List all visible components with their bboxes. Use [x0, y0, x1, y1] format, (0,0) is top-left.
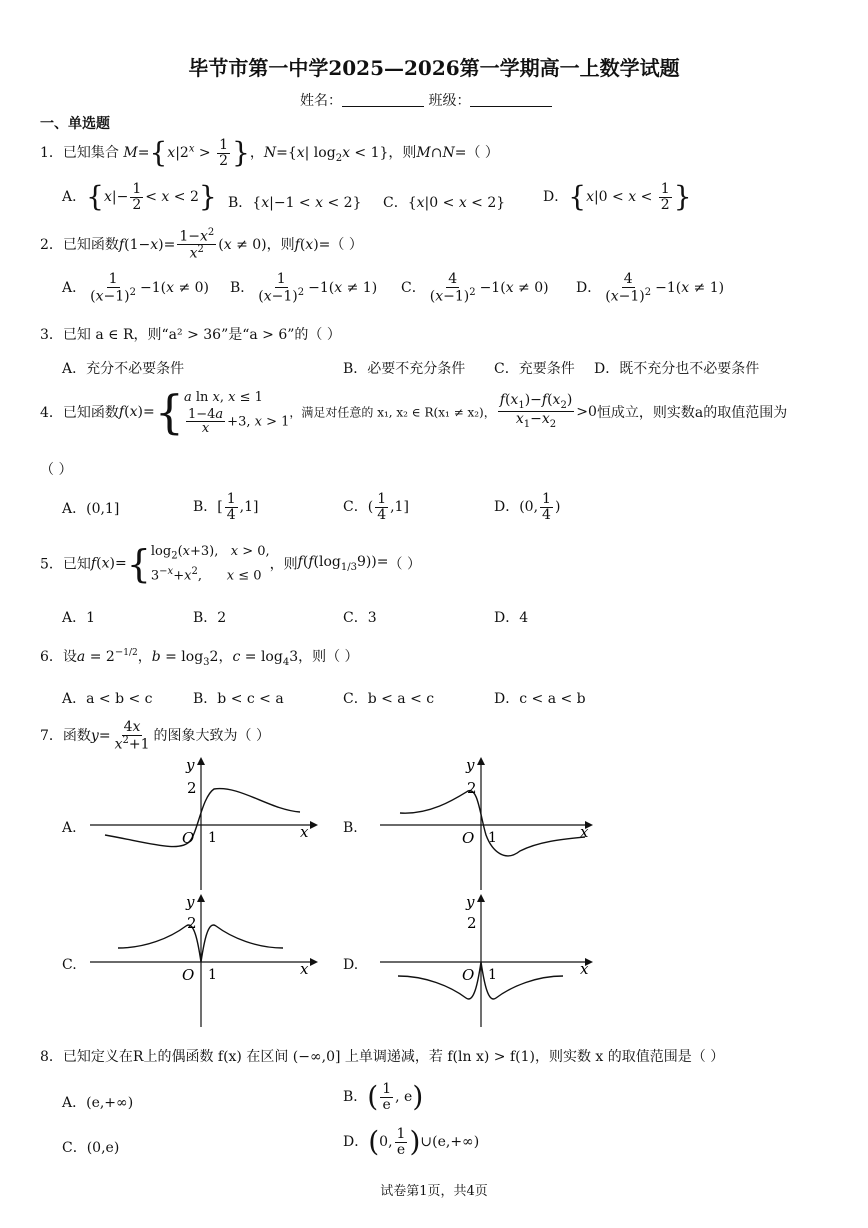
- q7-option-b-label[interactable]: B.: [343, 820, 358, 836]
- question-3: 3．已知 a ∈ R，则“a² > 36”是“a > 6”的（ ）: [40, 327, 341, 343]
- name-blank[interactable]: [342, 92, 424, 107]
- q3-option-a[interactable]: A．充分不必要条件: [62, 361, 185, 377]
- q5-option-b[interactable]: B．2: [193, 610, 227, 626]
- q7-option-c-label[interactable]: C.: [62, 957, 77, 973]
- tick-1-label: 1: [488, 830, 497, 846]
- class-blank[interactable]: [470, 92, 552, 107]
- section-heading: 一、单选题: [40, 116, 110, 132]
- q4-option-a[interactable]: A．(0,1]: [62, 501, 120, 517]
- q7-graph-a[interactable]: [90, 755, 320, 890]
- q8-option-a[interactable]: A．(e,+∞): [62, 1095, 134, 1111]
- y-axis-label: y: [186, 893, 195, 911]
- tick-2-label: 2: [467, 914, 477, 932]
- tick-2-label: 2: [467, 779, 477, 797]
- tick-1-label: 1: [208, 967, 217, 983]
- q3-option-c[interactable]: C．充要条件: [494, 361, 575, 377]
- q1-option-d[interactable]: D．{x|0 < x < $\frac{1}{2}$ }: [543, 180, 692, 214]
- question-6: 6．设$a = 2^{-1/2}$，$b = \log_32$，$c = \log_43$，则（ ）: [40, 647, 359, 668]
- y-axis-label: y: [466, 893, 475, 911]
- q1-option-c[interactable]: C．{x|0 < x < 2}: [383, 195, 506, 211]
- origin-label: O: [462, 966, 475, 984]
- y-axis-label: y: [186, 756, 195, 774]
- page-footer: 试卷第1页，共4页: [380, 1184, 488, 1199]
- question-8: 8．已知定义在R上的偶函数 f(x) 在区间 (−∞,0] 上单调递减，若 f(ln x) > f(1)，则实数 x 的取值范围是（ ）: [40, 1049, 725, 1065]
- q1-option-b[interactable]: B．{x|−1 < x < 2}: [228, 195, 362, 211]
- name-label: 姓名：: [300, 93, 342, 109]
- tick-2-label: 2: [187, 914, 197, 932]
- y-axis-label: y: [466, 756, 475, 774]
- q7-graph-c[interactable]: [90, 892, 320, 1027]
- question-4: 4．已知函数f(x)= { a ln x, x ≤ 1 $\frac{1-4a}{x}$ +3, x > 1 ，满足对任意的 x₁, x₂ ∈ R(x₁ ≠ x₂)， $\frac{f(x_1)-f(x_2)}{x_1-x_2}$ >0恒成立，则实数a的取值范围为: [40, 384, 788, 439]
- q7-option-a-label[interactable]: A.: [62, 820, 77, 836]
- x-axis-label: x: [580, 960, 589, 978]
- question-1: 1．已知集合 $M=\{x|2^x$ > $\frac{1}{2}$ }，N={x| $\log_2x < 1$}，则M∩N=（ ）: [40, 136, 499, 170]
- q6-option-b[interactable]: B．b < c < a: [193, 691, 284, 707]
- q3-option-b[interactable]: B．必要不充分条件: [343, 361, 466, 377]
- origin-label: O: [182, 829, 195, 847]
- q8-option-d[interactable]: D．(0, $\frac{1}{e}$ )∪(e,+∞): [343, 1125, 480, 1159]
- q8-option-b[interactable]: B．( $\frac{1}{e}$ , e): [343, 1080, 424, 1114]
- q5-option-c[interactable]: C．3: [343, 610, 377, 626]
- q8-option-c[interactable]: C．(0,e): [62, 1140, 120, 1156]
- q2-option-d[interactable]: D． $\frac{4}{(x-1)^2}$ −1(x ≠ 1): [576, 271, 725, 305]
- x-axis-label: x: [580, 823, 589, 841]
- class-label: 班级：: [428, 93, 471, 109]
- q6-option-c[interactable]: C．b < a < c: [343, 691, 435, 707]
- q6-option-d[interactable]: D．c < a < b: [494, 691, 586, 707]
- q4-option-c[interactable]: C．( $\frac{1}{4}$ ,1]: [343, 491, 409, 523]
- tick-1-label: 1: [208, 830, 217, 846]
- q7-graph-b[interactable]: [380, 755, 600, 890]
- question-2: 2．已知函数f(1−x)= $\frac{1-x^2}{x^2}$ (x ≠ 0)，则f(x)=（ ）: [40, 227, 363, 262]
- q2-option-b[interactable]: B． $\frac{1}{(x-1)^2}$ −1(x ≠ 1): [230, 271, 378, 305]
- q2-option-c[interactable]: C． $\frac{4}{(x-1)^2}$ −1(x ≠ 0): [401, 271, 549, 305]
- q4-paren: （ ）: [40, 462, 73, 478]
- q1-stem: 1．已知集合: [40, 145, 119, 162]
- q4-option-b[interactable]: B．[ $\frac{1}{4}$ ,1]: [193, 491, 259, 523]
- q1-option-a[interactable]: A．{x|− $\frac{1}{2}$ < x < 2}: [62, 180, 217, 214]
- x-axis-label: x: [300, 960, 309, 978]
- x-axis-label: x: [300, 823, 309, 841]
- tick-1-label: 1: [488, 967, 497, 983]
- question-7: 7．函数y= $\frac{4x}{x^2+1}$ 的图象大致为（ ）: [40, 719, 270, 753]
- page-title: 毕节市第一中学2025—2026第一学期高一上数学试题: [188, 56, 680, 80]
- q3-option-d[interactable]: D．既不充分也不必要条件: [594, 361, 760, 377]
- q7-graph-d[interactable]: [380, 892, 600, 1027]
- tick-2-label: 2: [187, 779, 197, 797]
- q6-option-a[interactable]: A．a < b < c: [62, 691, 153, 707]
- q2-option-a[interactable]: A． $\frac{1}{(x-1)^2}$ −1(x ≠ 0): [62, 271, 209, 305]
- origin-label: O: [462, 829, 475, 847]
- origin-label: O: [182, 966, 195, 984]
- q4-option-d[interactable]: D．(0, $\frac{1}{4}$ ): [494, 491, 561, 523]
- q5-option-a[interactable]: A．1: [62, 610, 96, 626]
- q5-option-d[interactable]: D．4: [494, 610, 529, 626]
- question-5: 5．已知f(x)= { $\log_2(x+3)$, x > 0, $3^{-x}+x^2$, x ≤ 0 ，则$f(f(\log_{1/3}9))=$（ ）: [40, 541, 421, 586]
- q7-option-d-label[interactable]: D.: [343, 957, 359, 973]
- name-class-line: [300, 90, 552, 110]
